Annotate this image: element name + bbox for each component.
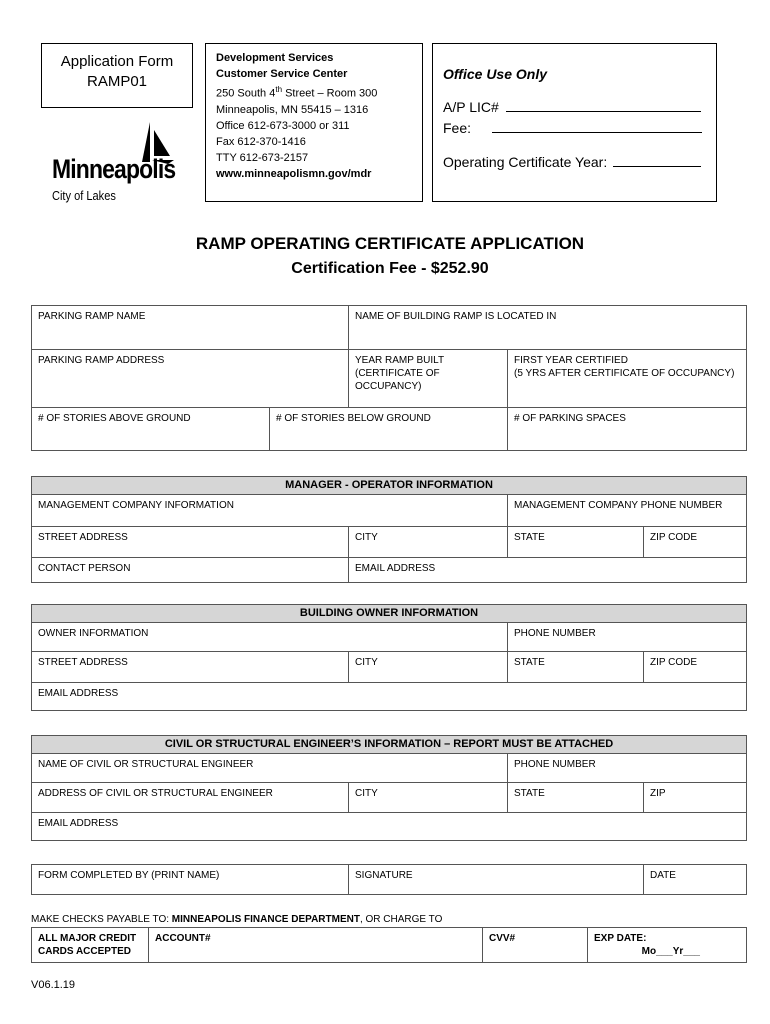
mgr-street-field[interactable]: STREET ADDRESS bbox=[32, 527, 349, 558]
mgr-state-field[interactable]: STATE bbox=[508, 527, 644, 558]
cert-year-field[interactable] bbox=[613, 154, 701, 167]
cert-year-label: Operating Certificate Year: bbox=[443, 154, 608, 170]
contact-center: Customer Service Center bbox=[216, 68, 348, 80]
engineer-state-field[interactable]: STATE bbox=[508, 783, 644, 813]
year-built-field[interactable]: YEAR RAMP BUILT (CERTIFICATE OF OCCUPANCY) bbox=[349, 350, 508, 408]
logo-tagline: City of Lakes bbox=[52, 188, 116, 203]
owner-street-field[interactable]: STREET ADDRESS bbox=[32, 652, 349, 683]
ramp-name-field[interactable]: PARKING RAMP NAME bbox=[32, 306, 349, 350]
contact-address: 250 South 4th Street – Room 300 bbox=[216, 85, 378, 100]
manager-header: MANAGER - OPERATOR INFORMATION bbox=[32, 477, 747, 495]
owner-city-field[interactable]: CITY bbox=[349, 652, 508, 683]
fee-row bbox=[443, 120, 716, 136]
mgr-email-field[interactable]: EMAIL ADDRESS bbox=[349, 558, 747, 583]
ap-lic-label: A/P LIC# bbox=[443, 99, 499, 115]
building-name-field[interactable]: NAME OF BUILDING RAMP IS LOCATED IN bbox=[349, 306, 747, 350]
page-title: RAMP OPERATING CERTIFICATE APPLICATION bbox=[195, 234, 585, 253]
owner-info-field[interactable]: OWNER INFORMATION bbox=[32, 623, 508, 652]
engineer-zip-field[interactable]: ZIP bbox=[644, 783, 747, 813]
form-id-box bbox=[41, 43, 193, 108]
owner-header: BUILDING OWNER INFORMATION bbox=[32, 605, 747, 623]
contact-dept: Development Services bbox=[216, 52, 334, 64]
engineer-header: CIVIL OR STRUCTURAL ENGINEER’S INFORMATION – REPORT MUST BE ATTACHED bbox=[32, 736, 747, 754]
form-code: RAMP01 bbox=[86, 73, 148, 90]
stories-above-field[interactable]: # OF STORIES ABOVE GROUND bbox=[32, 408, 270, 451]
engineer-table bbox=[31, 735, 747, 841]
completed-by-table bbox=[31, 864, 747, 895]
engineer-name-field[interactable]: NAME OF CIVIL OR STRUCTURAL ENGINEER bbox=[32, 754, 508, 783]
mgmt-phone-field[interactable]: MANAGEMENT COMPANY PHONE NUMBER bbox=[508, 495, 747, 527]
mgr-city-field[interactable]: CITY bbox=[349, 527, 508, 558]
fee-field[interactable] bbox=[492, 120, 702, 133]
contact-fax: Fax 612-370-1416 bbox=[216, 135, 306, 148]
contact-web[interactable]: www.minneapolismn.gov/mdr bbox=[216, 167, 372, 180]
contact-box bbox=[205, 43, 423, 202]
engineer-city-field[interactable]: CITY bbox=[349, 783, 508, 813]
version-label: V06.1.19 bbox=[31, 979, 76, 991]
engineer-email-field[interactable]: EMAIL ADDRESS bbox=[32, 813, 747, 841]
form-label: Application Form bbox=[60, 53, 174, 70]
certification-fee: Certification Fee - $252.90 bbox=[291, 260, 489, 277]
signature-field[interactable]: SIGNATURE bbox=[349, 865, 644, 895]
ramp-address-field[interactable]: PARKING RAMP ADDRESS bbox=[32, 350, 349, 408]
stories-below-field[interactable]: # OF STORIES BELOW GROUND bbox=[270, 408, 508, 451]
contact-office: Office 612-673-3000 or 311 bbox=[216, 119, 350, 132]
parking-spaces-field[interactable]: # OF PARKING SPACES bbox=[508, 408, 747, 451]
manager-table bbox=[31, 476, 747, 583]
owner-email-field[interactable]: EMAIL ADDRESS bbox=[32, 683, 747, 711]
city-logo bbox=[50, 118, 180, 208]
contact-tty: TTY 612-673-2157 bbox=[216, 151, 309, 164]
ap-lic-field[interactable] bbox=[506, 99, 701, 112]
date-field[interactable]: DATE bbox=[644, 865, 747, 895]
logo-wordmark: Minneapolis bbox=[52, 154, 176, 184]
completed-by-field[interactable]: FORM COMPLETED BY (PRINT NAME) bbox=[32, 865, 349, 895]
engineer-address-field[interactable]: ADDRESS OF CIVIL OR STRUCTURAL ENGINEER bbox=[32, 783, 349, 813]
owner-phone-field[interactable]: PHONE NUMBER bbox=[508, 623, 747, 652]
first-year-field[interactable]: FIRST YEAR CERTIFIED (5 YRS AFTER CERTIFICATE OF OCCUPANCY) bbox=[508, 350, 747, 408]
fee-label: Fee: bbox=[443, 120, 472, 136]
owner-table bbox=[31, 604, 747, 711]
ap-lic-row bbox=[443, 99, 716, 115]
payment-table bbox=[31, 927, 747, 963]
contact-city: Minneapolis, MN 55415 – 1316 bbox=[216, 103, 369, 116]
exp-date-field[interactable]: EXP DATE: Mo___Yr___ bbox=[588, 928, 747, 963]
payee-name: MINNEAPOLIS FINANCE DEPARTMENT bbox=[171, 914, 360, 925]
contact-person-field[interactable]: CONTACT PERSON bbox=[32, 558, 349, 583]
office-use-title: Office Use Only bbox=[443, 66, 548, 82]
mgmt-company-field[interactable]: MANAGEMENT COMPANY INFORMATION bbox=[32, 495, 508, 527]
mgr-zip-field[interactable]: ZIP CODE bbox=[644, 527, 747, 558]
cert-year-row bbox=[443, 154, 716, 170]
owner-zip-field[interactable]: ZIP CODE bbox=[644, 652, 747, 683]
account-number-field[interactable]: ACCOUNT# bbox=[149, 928, 483, 963]
cvv-field[interactable]: CVV# bbox=[483, 928, 588, 963]
engineer-phone-field[interactable]: PHONE NUMBER bbox=[508, 754, 747, 783]
cards-accepted: ALL MAJOR CREDIT CARDS ACCEPTED bbox=[32, 928, 149, 963]
payment-instructions: MAKE CHECKS PAYABLE TO: MINNEAPOLIS FINANCE DEPARTMENT, OR CHARGE TO bbox=[31, 914, 443, 925]
owner-state-field[interactable]: STATE bbox=[508, 652, 644, 683]
office-use-box bbox=[432, 43, 717, 202]
ramp-info-table bbox=[31, 305, 747, 451]
